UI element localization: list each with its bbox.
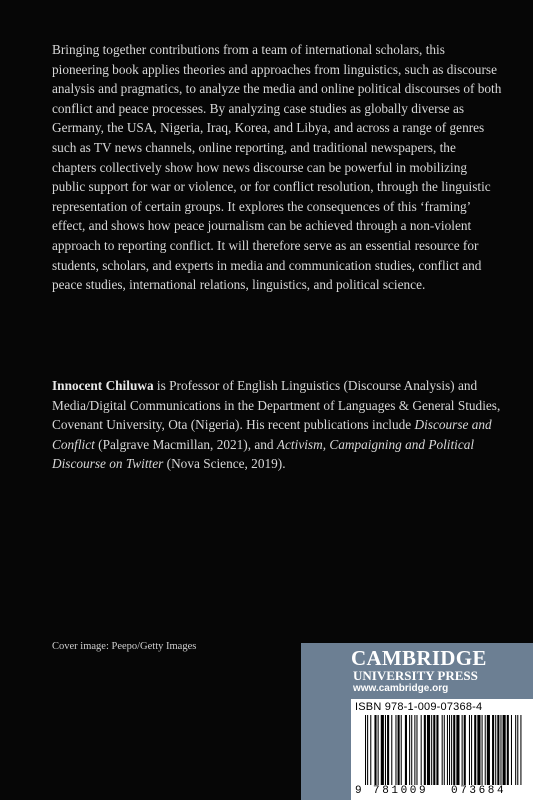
bio-text-3: (Nova Science, 2019). — [163, 456, 286, 472]
cover-image-credit: Cover image: Peepo/Getty Images — [52, 641, 197, 652]
barcode-bar — [391, 715, 392, 785]
barcode-digits-right: 073684 — [451, 785, 507, 797]
bio-text-1: is Professor of English Linguistics (Discourse Analysis) and Media/Digital Communications in the Department of Languages & General Studies, Covenant University, Ota (Nigeria). His recent publications include — [52, 378, 501, 433]
barcode — [365, 715, 525, 787]
barcode-bar — [398, 715, 400, 785]
barcode-digit-first: 9 — [355, 785, 362, 797]
barcode-bar — [374, 715, 376, 785]
publisher-panel — [301, 643, 533, 800]
barcode-bar — [405, 715, 407, 785]
author-name: Innocent Chiluwa — [52, 378, 154, 393]
barcode-bar — [416, 715, 417, 785]
barcode-bar — [495, 715, 496, 785]
barcode-bar — [453, 715, 455, 785]
barcode-bar — [507, 715, 509, 785]
barcode-bar — [385, 715, 386, 785]
barcode-bar — [492, 715, 494, 785]
isbn-label: ISBN 978-1-009-07368-4 — [355, 701, 483, 713]
barcode-bar — [409, 715, 410, 785]
barcode-bar — [411, 715, 412, 785]
barcode-bar — [515, 715, 516, 785]
barcode-bar — [474, 715, 476, 785]
barcode-bar — [485, 715, 486, 785]
barcode-bar — [442, 715, 443, 785]
barcode-bar — [469, 715, 470, 785]
barcode-bar — [464, 715, 466, 785]
barcode-bar — [401, 715, 402, 785]
publisher-subtitle: UNIVERSITY PRESS — [353, 668, 478, 683]
barcode-bar — [370, 715, 371, 785]
barcode-bar — [444, 715, 445, 785]
barcode-bar — [449, 715, 450, 785]
barcode-bar — [482, 715, 483, 785]
barcode-bar — [497, 715, 499, 785]
barcode-bar — [431, 715, 432, 785]
barcode-bar — [477, 715, 480, 785]
publisher-url: www.cambridge.org — [353, 683, 449, 694]
barcode-bar — [421, 715, 422, 785]
barcode-bar — [427, 715, 430, 785]
publisher-name: CAMBRIDGE — [351, 646, 487, 670]
bio-book-title-1: Discourse and Conflict — [52, 417, 492, 452]
barcode-bar — [456, 715, 459, 785]
barcode-bar — [517, 715, 518, 785]
barcode-bar — [433, 715, 435, 785]
barcode-bar — [367, 715, 368, 785]
barcode-bar — [436, 715, 438, 785]
barcode-digits-left: 781009 — [373, 785, 429, 797]
author-bio — [52, 376, 502, 474]
barcode-bar — [365, 715, 366, 785]
isbn-barcode-box — [351, 699, 533, 800]
barcode-bar — [511, 715, 512, 785]
barcode-bar — [424, 715, 426, 785]
barcode-bar — [503, 715, 506, 785]
barcode-bar — [395, 715, 396, 785]
barcode-bar — [500, 715, 501, 785]
barcode-bar — [414, 715, 415, 785]
barcode-bar — [462, 715, 463, 785]
barcode-bar — [471, 715, 472, 785]
barcode-bar — [520, 715, 521, 785]
bio-book-title-2: Activism, Campaigning and Political Discourse on Twitter — [52, 436, 475, 472]
bio-text-2: (Palgrave Macmillan, 2021), and — [94, 436, 277, 452]
barcode-bar — [447, 715, 448, 785]
book-blurb: Bringing together contributions from a team of international scholars, this pioneering book applies theories and approaches from linguistics, such as discourse analysis and pragmatics, to analyze the media and online political discourses of both conflict and peace processes. By analyzing case studies as globally diverse as Germany, the USA, Nigeria, Iraq, Korea, and Libya, and across a range of genres such as TV news channels, online reporting, and traditional newspapers, the chapters collectively show how news discourse can be powerful in mobilizing public support for war or violence, or for conflict resolution, through the linguistic representation of certain groups. It explores the consequences of this ‘framing’ effect, and shows how peace journalism can be achieved through a non-violent approach to reporting conflict. It will therefore serve as an essential resource for students, scholars, and experts in media and communication studies, conflict and peace studies, international relations, linguistics, and political science. — [52, 42, 502, 293]
barcode-bar — [451, 715, 452, 785]
barcode-bar — [381, 715, 384, 785]
barcode-bar — [387, 715, 389, 785]
barcode-bar — [487, 715, 490, 785]
barcode-bar — [378, 715, 379, 785]
